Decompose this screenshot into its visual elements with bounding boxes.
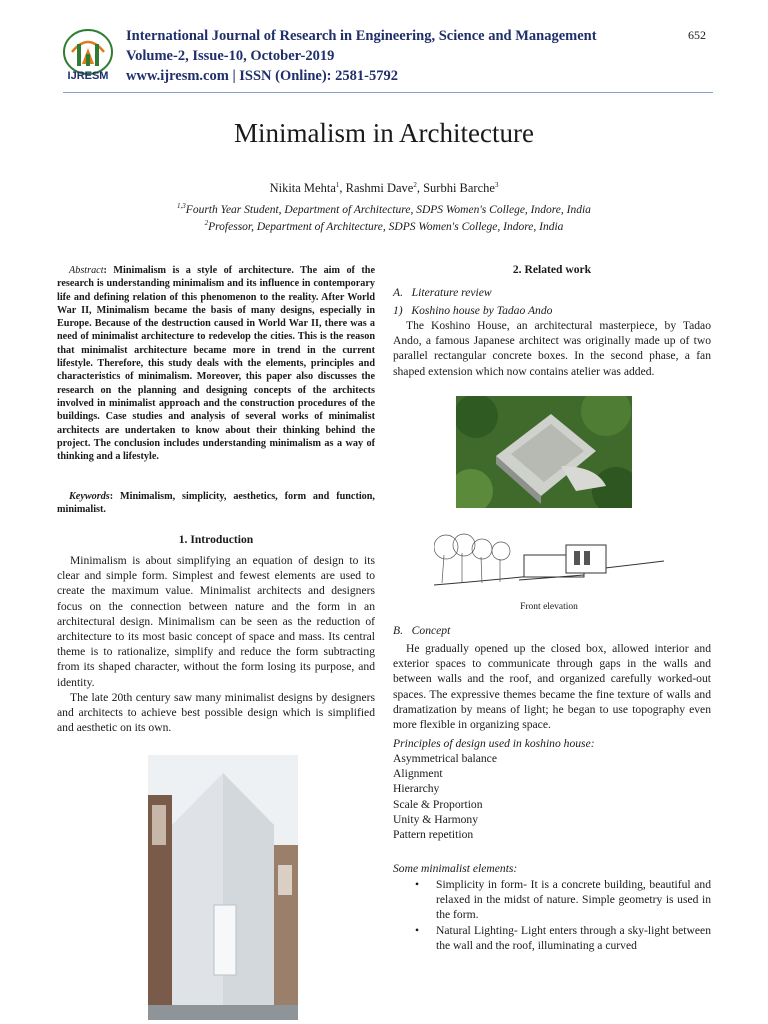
abstract-label: Abstract bbox=[69, 265, 104, 276]
author-list: Nikita Mehta$^1$, Rashmi Dave$^2$, Surbhi Barche$^3$ bbox=[269, 181, 499, 196]
principles-heading: Principles of design used in koshino house: bbox=[393, 737, 595, 750]
minimalist-house-photo bbox=[148, 755, 298, 1020]
affiliation-1-text: Fourth Year Student, Department of Architecture, SDPS Women's College, Indore, India bbox=[185, 203, 591, 216]
affiliation-1 bbox=[0, 202, 768, 216]
subsection-b: B. Concept bbox=[393, 624, 451, 637]
affiliation-1-sup: 1,3 bbox=[177, 202, 186, 210]
author-3-sup: 3 bbox=[494, 181, 499, 189]
principle-item: Scale & Proportion bbox=[393, 797, 483, 811]
koshino-paragraph: The Koshino House, an architectural masterpiece, by Tadao Ando, a famous Japanese architect was originally made up of two parallel rectangular concrete boxes. In the second phase, a fan shaped extension which now contains atelier was added. bbox=[393, 319, 711, 378]
bullet-item: • Natural Lighting- Light enters through a sky-light between the wall and the roof, illuminating a curved bbox=[393, 923, 711, 953]
principle-item: Hierarchy bbox=[393, 782, 440, 796]
related-heading: 2. Related work bbox=[512, 263, 592, 276]
page-number: 652 bbox=[688, 28, 706, 42]
concept-body bbox=[393, 641, 711, 732]
journal-logo bbox=[60, 26, 116, 88]
header-rule bbox=[63, 92, 713, 93]
principle-item: Alignment bbox=[393, 767, 443, 781]
affiliation-2 bbox=[0, 219, 768, 233]
concept-paragraph: He gradually opened up the closed box, allowed interior and exterior spaces to communicate through gaps in the walls and between walls and the roof, and organized carefully worked-out spaces. The expressive themes became the fine texture of walls and dramatization by means of light; he began to use topography even more flexible in organizing space. bbox=[393, 642, 711, 732]
keywords-text: Minimalism, simplicity, aesthetics, form and function, minimalist. bbox=[57, 491, 375, 516]
author-1: Nikita Mehta bbox=[269, 181, 336, 196]
elements-heading: Some minimalist elements: bbox=[393, 862, 518, 875]
author-2: Rashmi Dave bbox=[345, 181, 414, 196]
paper-title: Minimalism in Architecture bbox=[234, 118, 534, 148]
koshino-intro bbox=[393, 318, 711, 379]
subsection-a: A. Literature review bbox=[393, 286, 492, 299]
intro-heading: 1. Introduction bbox=[178, 533, 254, 546]
abstract: Abstract: Minimalism is a style of architecture. The aim of the research is understanding minimalism and its influence in contemporary life and defining relation of this phenomenon to the reality. After World War II, Minimalism became the basis of many designs, especially in Europe. Because of the destruction caused in World War II, there was a need of minimalist architecture to redevelop the cities. This is the reason that minimalist architecture became more in trend in the current lifestyle. Therefore, this study deals with the elements, principles and characteristics of minimalism. Moreover, this paper also discusses the research on the planning and designing concepts of the architects involved in minimalist approach and the construction procedures of the buildings. Case studies and analysis of several works of minimalist architects are undertaken to know about their thinking behind the project. The conclusion includes understanding minimalism as a way of thinking and a lifestyle. bbox=[57, 265, 375, 463]
author-2-sup: 2 bbox=[413, 181, 417, 189]
author-3: Surbhi Barche bbox=[423, 181, 495, 196]
abstract-text: Minimalism is a style of architecture. The aim of the research is understanding minimalism and its influence in contemporary life and defining relation of this phenomenon to the reality. After World War II, Minimalism became the basis of many designs, especially in Europe. Because of the destruction caused in World War II, there was a need of minimalist architecture to redevelop the cities. This is the reason that minimalist architecture became more in trend in the current lifestyle. Therefore, this study deals with the elements, principles and characteristics of minimalism. Moreover, this paper also discusses the research on the planning and designing concepts of the architects involved in minimalist approach and the construction procedures of the buildings. Case studies and analysis of several works of minimalist architects are undertaken to know about their thinking behind the project. The conclusion includes understanding minimalism as a way of thinking and a lifestyle. bbox=[57, 265, 375, 463]
bullet-item: • Simplicity in form- It is a concrete building, beautiful and relaxed in the midst of nature. Simple geometry is used in the form. bbox=[393, 877, 711, 923]
affiliation-2-text: Professor, Department of Architecture, SDPS Women's College, Indore, India bbox=[208, 220, 564, 233]
journal-name: International Journal of Research in Engineering, Science and Management bbox=[126, 28, 597, 44]
koshino-aerial-photo bbox=[456, 396, 632, 508]
logo-text: IJRESM bbox=[67, 70, 109, 82]
principle-item: Unity & Harmony bbox=[393, 812, 479, 826]
principle-item: Pattern repetition bbox=[393, 828, 474, 842]
intro-paragraph-2: The late 20th century saw many minimalist designs by designers and architects to achieve best possible design which is simplified and aesthetic on its own. bbox=[57, 690, 375, 735]
principles-list bbox=[393, 751, 711, 842]
front-elevation-drawing bbox=[434, 525, 664, 597]
keywords-label: Keywords bbox=[69, 491, 110, 502]
journal-website[interactable]: www.ijresm.com | ISSN (Online): 2581-5792 bbox=[126, 68, 398, 84]
intro-paragraph-1: Minimalism is about simplifying an equation of design to its clear and simple form. Simplest and fewest elements are used to create the maximum value. Minimalist architects and designers focus on the connection between nature and the form in an architectural design. Minimalism can be seen as the reduction of architecture to its most basic concept of space and mass. Its central theme is to rationalize, simplify and reduce the form subtracting from its shaped character, without the form losing its purpose, and identity. bbox=[57, 554, 375, 689]
figure-caption: Front elevation bbox=[520, 602, 578, 612]
principle-item: Asymmetrical balance bbox=[393, 752, 497, 765]
subsection-1: 1) Koshino house by Tadao Ando bbox=[393, 304, 553, 317]
intro-body bbox=[57, 553, 375, 735]
journal-volume: Volume-2, Issue-10, October-2019 bbox=[126, 48, 335, 64]
author-1-sup: 1 bbox=[335, 181, 340, 189]
keywords: Keywords: Minimalism, simplicity, aesthetics, form and function, minimalist. bbox=[57, 491, 375, 516]
elements-list bbox=[393, 877, 711, 953]
affiliation-2-sup: 2 bbox=[204, 219, 209, 227]
